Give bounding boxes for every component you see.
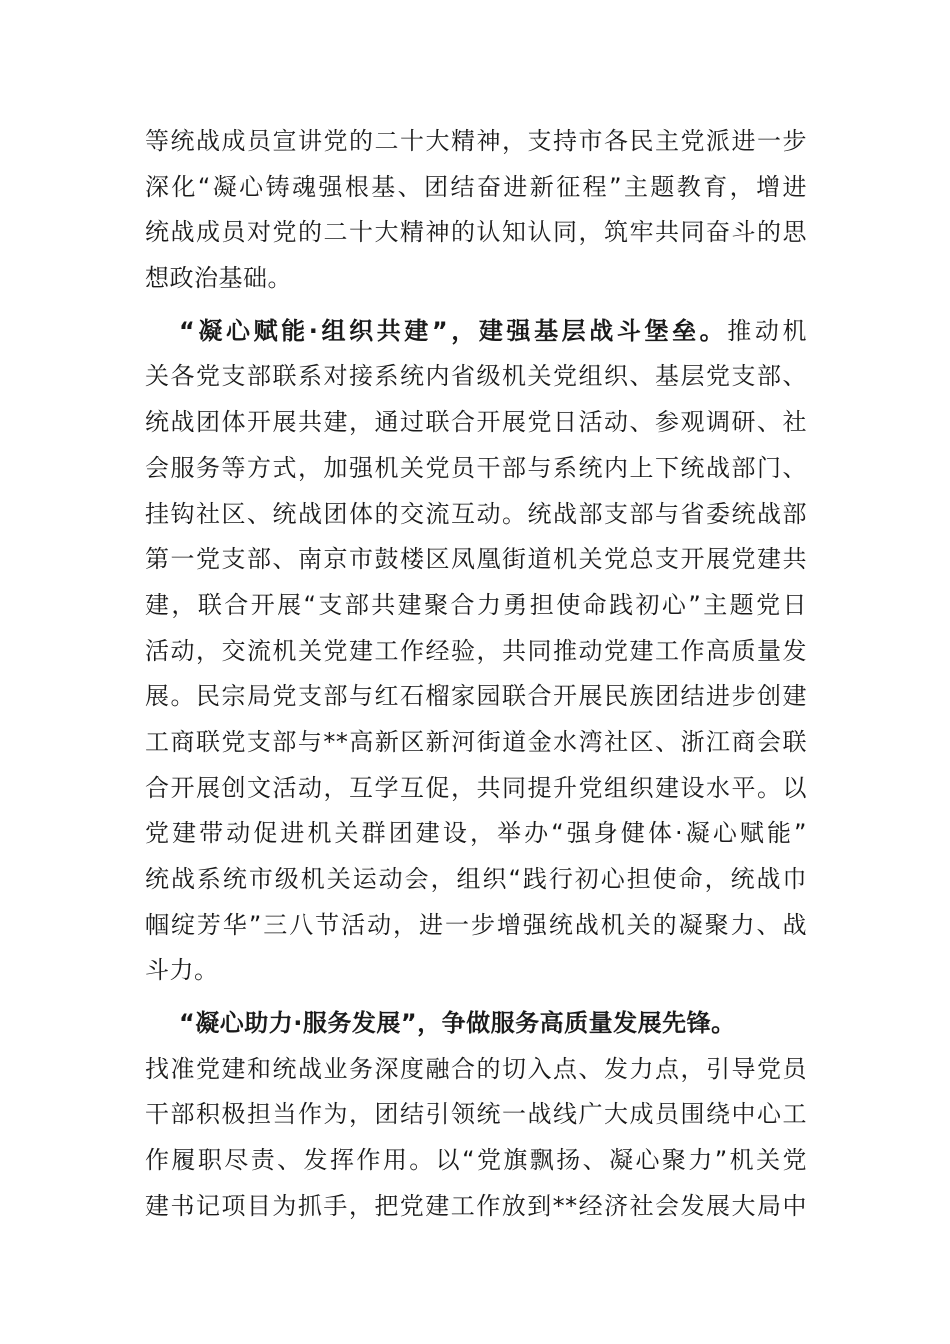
paragraph-first-line [145,309,807,355]
text-line: 第一党支部、南京市鼓楼区凤凰街道机关党总支开展党建共 [145,545,807,574]
text-line: 工商联党支部与**高新区新河街道金水湾社区、浙江商会联 [145,727,807,756]
text-line: 斗力。 [145,956,219,985]
text-line: 统战系统市级机关运动会，组织“践行初心担使命，统战巾 [145,865,807,893]
text-line: 想政治基础。 [145,264,292,293]
text-line: 统战团体开展共建，通过联合开展党日活动、参观调研、社 [145,408,807,437]
text-line: 党建带动促进机关群团建设，举办“强身健体·凝心赋能” [145,819,807,848]
text-line: 关各党支部联系对接系统内省级机关党组织、基层党支部、 [145,362,807,391]
text-line: 统战成员对党的二十大精神的认知认同，筑牢共同奋斗的思 [145,218,807,247]
text-line: 建，联合开展“支部共建聚合力勇担使命践初心”主题党日 [145,590,807,619]
paragraph-heading: “凝心助力·服务发展”，争做服务高质量发展先锋。 [179,1009,736,1038]
text-line: 合开展创文活动，互学互促，共同提升党组织建设水平。以 [145,773,807,802]
text-line: 挂钩社区、统战团体的交流互动。统战部支部与省委统战部 [145,499,807,528]
text-line: 找准党建和统战业务深度融合的切入点、发力点，引导党员 [145,1054,807,1083]
text-line: 活动，交流机关党建工作经验，共同推动党建工作高质量发 [145,636,807,665]
text-line: 干部积极担当作为，团结引领统一战线广大成员围绕中心工 [145,1100,807,1129]
paragraph-first-line [145,1001,807,1047]
paragraph-heading: “凝心赋能·组织共建”，建强基层战斗堡垒。 [179,316,728,345]
text-line: 建书记项目为抓手，把党建工作放到**经济社会发展大局中 [145,1191,807,1220]
text-line: 等统战成员宣讲党的二十大精神，支持市各民主党派进一步 [145,127,807,155]
text-line: 展。民宗局党支部与红石榴家园联合开展民族团结进步创建 [145,682,807,711]
paragraph-2 [145,309,807,994]
text-line: 作履职尽责、发挥作用。以“党旗飘扬、凝心聚力”机关党 [145,1146,807,1175]
text-line: 帼绽芳华”三八节活动，进一步增强统战机关的凝聚力、战 [145,910,807,939]
text-line: 会服务等方式，加强机关党员干部与系统内上下统战部门、 [145,453,807,482]
text-line: 深化“凝心铸魂强根基、团结奋进新征程”主题教育，增进 [145,172,807,201]
document-body [145,119,807,1230]
paragraph-1 [145,119,807,302]
paragraph-3 [145,1001,807,1229]
heading-line-rest: 推动机 [727,316,807,345]
